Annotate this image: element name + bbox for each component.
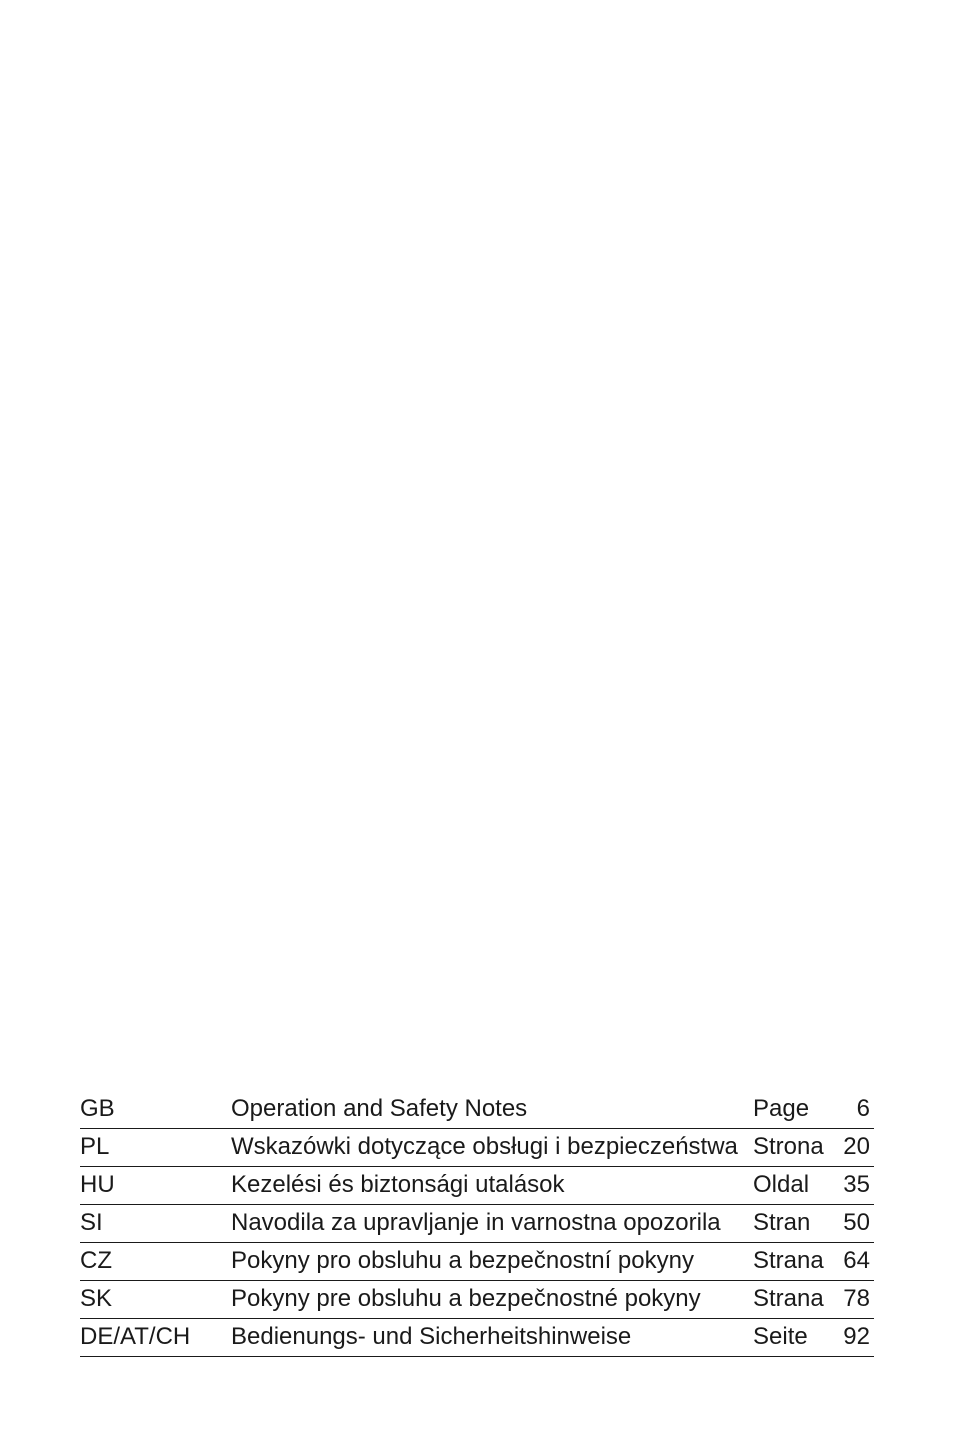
page-number: 78 <box>843 1285 870 1312</box>
page-label: Strana <box>753 1247 824 1274</box>
page-number: 6 <box>856 1095 870 1122</box>
section-title: Bedienungs- und Sicherheitshinweise <box>231 1323 632 1350</box>
toc-row-pl <box>80 1129 874 1167</box>
toc-row-si <box>80 1205 874 1243</box>
page-label: Seite <box>753 1323 808 1350</box>
section-title: Pokyny pro obsluhu a bezpečnostní pokyny <box>231 1247 694 1274</box>
language-code: HU <box>80 1171 115 1198</box>
language-code: SI <box>80 1209 103 1236</box>
language-code: SK <box>80 1285 113 1312</box>
page-label: Page <box>753 1095 810 1122</box>
page-label: Stran <box>753 1209 811 1236</box>
toc-row-gb <box>80 1091 874 1129</box>
toc-row-cz <box>80 1243 874 1281</box>
language-table-of-contents <box>80 1091 874 1357</box>
language-code: GB <box>80 1095 115 1122</box>
section-title: Kezelési és biztonsági utalások <box>231 1171 565 1198</box>
language-code: PL <box>80 1133 110 1160</box>
language-code: CZ <box>80 1247 112 1274</box>
page-number: 20 <box>843 1133 870 1160</box>
section-title: Navodila za upravljanje in varnostna opozorila <box>231 1209 721 1236</box>
toc-row-hu <box>80 1167 874 1205</box>
language-code: DE/AT/CH <box>80 1323 191 1350</box>
section-title: Operation and Safety Notes <box>231 1095 528 1122</box>
toc-row-de <box>80 1319 874 1357</box>
page-number: 92 <box>843 1323 870 1350</box>
page-label: Oldal <box>753 1171 810 1198</box>
page-number: 35 <box>843 1171 870 1198</box>
section-title: Wskazówki dotyczące obsługi i bezpieczeństwa <box>231 1133 738 1160</box>
page-number: 50 <box>843 1209 870 1236</box>
page-label: Strana <box>753 1285 824 1312</box>
page-label: Strona <box>753 1133 824 1160</box>
toc-row-sk <box>80 1281 874 1319</box>
section-title: Pokyny pre obsluhu a bezpečnostné pokyny <box>231 1285 701 1312</box>
page-number: 64 <box>843 1247 870 1274</box>
